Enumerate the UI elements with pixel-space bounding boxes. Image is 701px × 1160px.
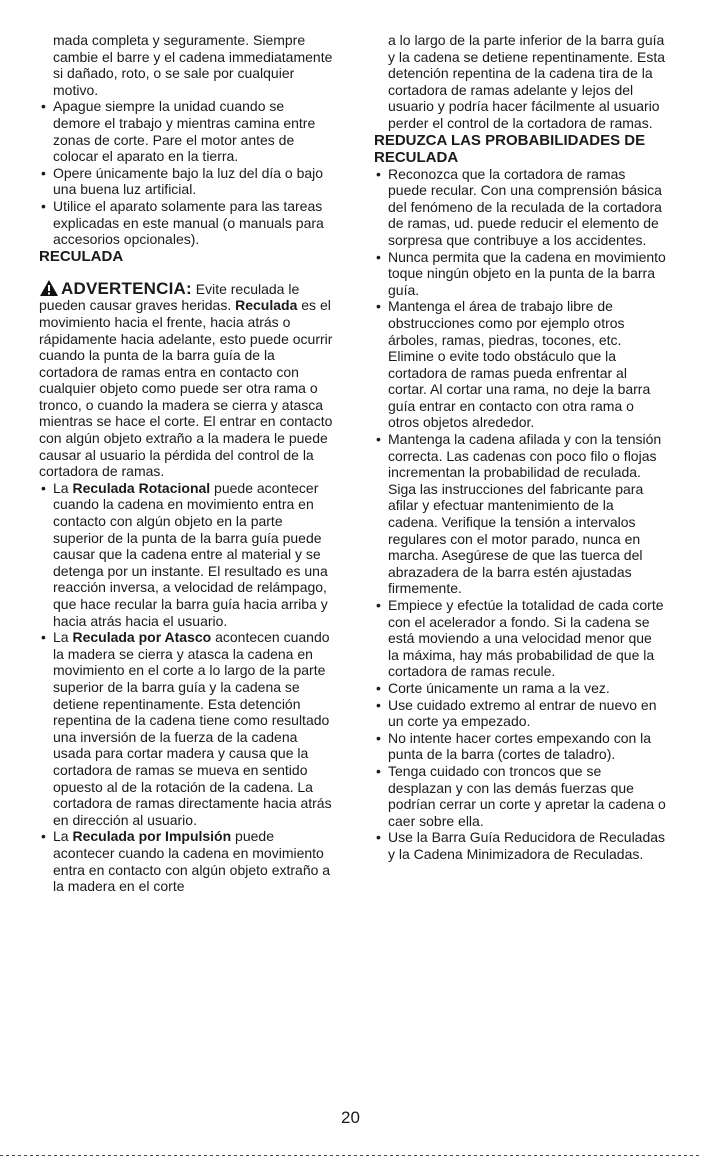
list-item: • Apague siempre la unidad cuando se demore el trabajo y mientras camina entre zonas de corte. Pare el motor antes de colocar el aparato en la tierra. <box>39 98 335 164</box>
list-item: • Use cuidado extremo al entrar de nuevo en un corte ya empezado. <box>374 697 666 730</box>
item-prefix: La <box>53 479 73 496</box>
list-item: • Corte únicamente un rama a la vez. <box>374 680 666 697</box>
list-item <box>39 629 335 828</box>
kickback-type-term: Reculada Rotacional <box>72 479 211 496</box>
continuation-paragraph: a lo largo de la parte inferior de la barra guía y la cadena se detiene repentinamente. Esta detención repentina de la cadena tira de la cortadora de ramas adelante y lejos del usuario y podría hacer fácilmente al usuario perder el control de la cortadora de ramas. <box>388 32 666 131</box>
warning-triangle-icon <box>39 279 59 297</box>
list-item: • Nunca permita que la cadena en movimiento toque ningún objeto en la punta de la barra guía. <box>374 249 666 299</box>
list-item: • No intente hacer cortes empexando con la punta de la barra (cortes de taladro). <box>374 730 666 763</box>
warning-title-text: ADVERTENCIA: <box>61 278 192 298</box>
section-heading-reculada: RECULADA <box>39 247 124 265</box>
intro-paragraph: mada completa y seguramente. Siempre cambie el barre y el cadena immediatamente si dañado, roto, o se sale por cualquier motivo. <box>53 32 333 98</box>
item-text: puede acontecer cuando la cadena en movimiento entra en contacto con algún objeto en la parte superior de la punta de la barra guía puede causar que la cadena entre al material y se detenga por un instante. El resultado es una reacción inversa, a velocidad de relámpago, que hace recular la barra guía hacia arriba y hacia atrás hacia el usuario. <box>53 479 328 629</box>
bottom-dotted-rule <box>0 1155 701 1157</box>
warning-bold-term: Reculada <box>235 297 298 314</box>
item-text: puede acontecer cuando la cadena en movimiento entra en contacto con algún objeto extraño a la madera en el corte <box>53 828 331 895</box>
warning-text: Evite reculada le pueden causar graves heridas. <box>39 280 300 314</box>
list-item <box>39 828 335 894</box>
page-number: 20 <box>341 1108 360 1127</box>
kickback-type-term: Reculada por Atasco <box>72 629 212 646</box>
list-item: • Mantenga la cadena afilada y con la tensión correcta. Las cadenas con poco filo o flojas incrementan la probabilidad de reculada. Siga las instrucciones del fabricante para afilar y efectuar mantenimiento de la cadena. Verifique la tensión a intervalos regulares con el motor parado, nunca en marcha. Asegúrese de que las tuerca del abrazadera de la barra estén ajustadas firmemente. <box>374 431 666 597</box>
list-item: • Opere únicamente bajo la luz del día o bajo una buena luz artificial. <box>39 165 335 198</box>
list-item: • Utilice el aparato solamente para las tareas explicadas en este manual (o manuals para accesorios opcionales). <box>39 198 335 248</box>
list-item: • Reconozca que la cortadora de ramas puede recular. Con una comprensión básica del fenómeno de la reculada de la cortadora de ramas, ud. puede reducir el elemento de sorpresa que contribuye a los accidentes. <box>374 166 666 249</box>
list-item: • Mantenga el área de trabajo libre de obstrucciones como por ejemplo otros árboles, ramas, piedras, tocones, etc. Elimine o evite todo obstáculo que la cortadora de ramas pueda enfrentar al cortar. Al cortar una rama, no deje la barra guía entrar en contacto con otra rama o otros objetos alrededor. <box>374 298 666 431</box>
kickback-type-term: Reculada por Impulsión <box>72 828 232 845</box>
item-prefix: La <box>53 828 73 845</box>
item-prefix: La <box>53 629 73 646</box>
item-text: acontecen cuando la madera se cierra y atasca la cadena en movimiento en el corte a lo largo de la parte superior de la barra guía y la cadena se detiene repentinamente. Esta detención repentina de la cadena tiene como resultado una inversión de la fuerza de la cadena usada para cortar madera y causa que la cortadora de ramas se mueva en sentido opuesto al de la rotación de la cadena. La cortadora de ramas directamente hacia atrás en dirección al usuario. <box>53 629 332 828</box>
list-item: • Tenga cuidado con troncos que se desplazan y con las demás fuerzas que podrían cerrar un corte y apretar la cadena o caer sobre ella. <box>374 763 666 829</box>
warning-text: es el movimiento hacia el frente, hacia atrás o rápidamente hacia adelante, esto puede ocurrir cuando la punta de la barra guía de la cortadora de ramas entra en contacto con cualquier objeto como puede ser otra rama o tronco, o cuando la madera se cierra y atasca mientras se hace el corte. El entrar en contacto con algún objeto extraño a la madera le puede causar al usuario la pérdida del control de la cortadora de ramas. <box>39 297 333 480</box>
reduce-kickback-list <box>374 166 666 863</box>
warning-title <box>39 279 192 298</box>
section-heading-reduce: REDUZCA LAS PROBABILIDADES DE RECULADA <box>374 131 646 166</box>
list-item: • Empiece y efectúe la totalidad de cada corte con el acelerador a fondo. Si la cadena se está moviendo a una velocidad menor que la máxima, hay más probabilidad de que la cortadora de ramas recule. <box>374 597 666 680</box>
left-column <box>39 32 335 895</box>
right-column <box>374 32 666 863</box>
list-item <box>39 480 335 629</box>
safety-list <box>39 98 335 247</box>
warning-paragraph <box>39 279 335 480</box>
kickback-types-list <box>39 480 335 895</box>
list-item: • Use la Barra Guía Reducidora de Reculadas y la Cadena Minimizadora de Reculadas. <box>374 829 666 862</box>
